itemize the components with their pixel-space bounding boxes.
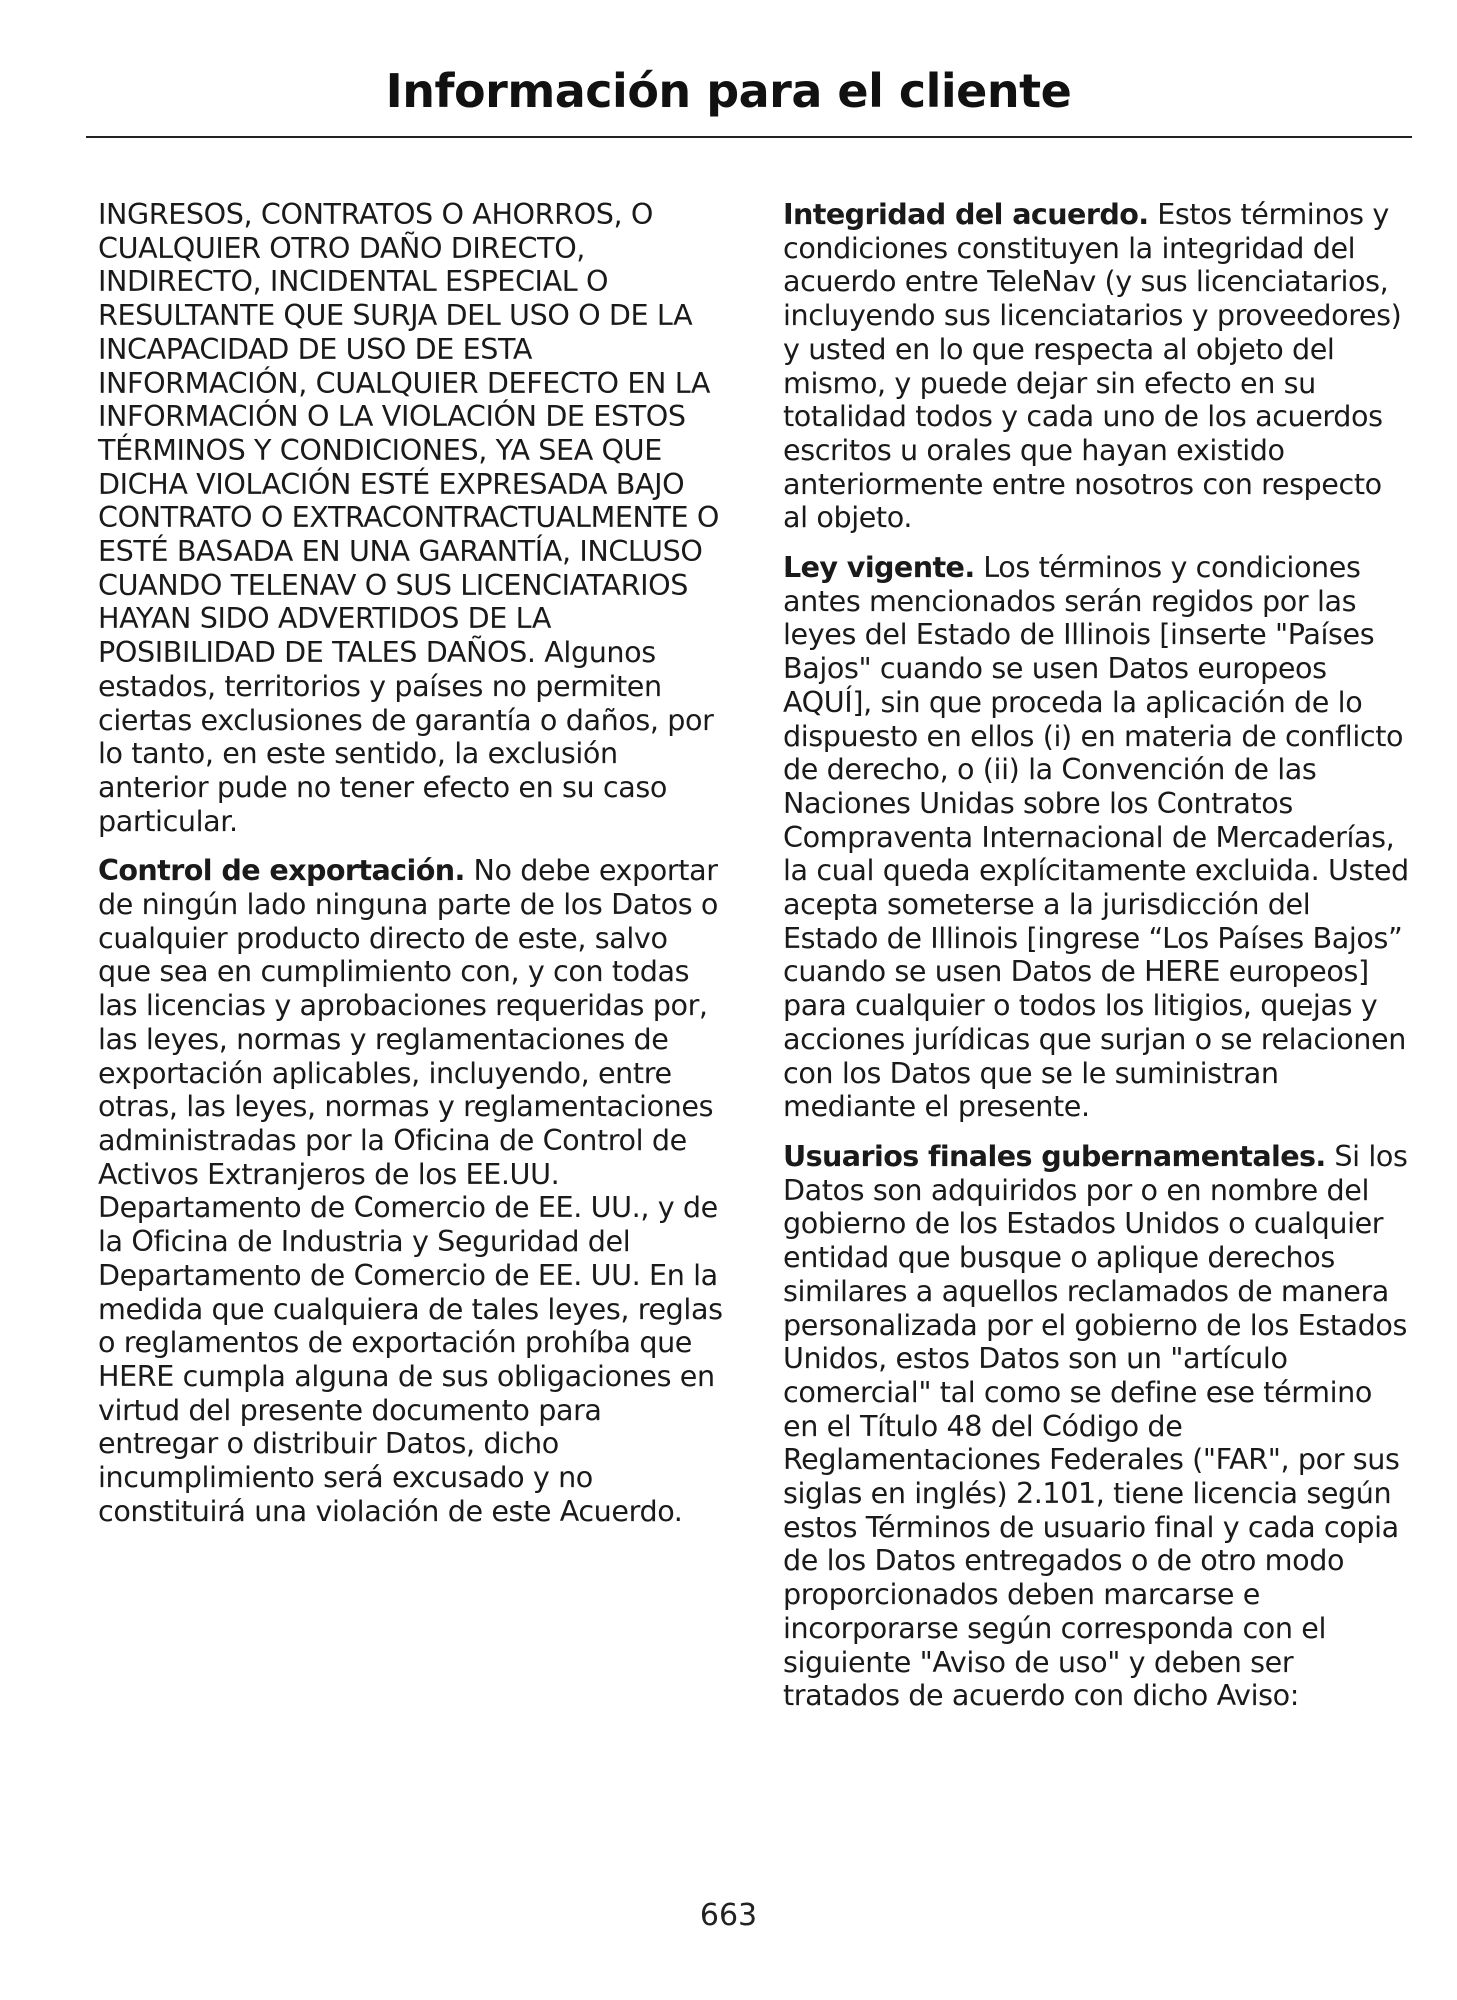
left-column <box>98 198 728 1544</box>
right-column <box>783 198 1413 1729</box>
paragraph-heading: Integridad del acuerdo. <box>783 197 1149 231</box>
page-number: 663 <box>699 1898 758 1933</box>
paragraph-text: INGRESOS, CONTRATOS O AHORROS, O CUALQUIER OTRO DAÑO DIRECTO, INDIRECTO, INCIDENTAL ESPECIAL O RESULTANTE QUE SURJA DEL USO O DE LA INCAPACIDAD DE USO DE ESTA INFORMACIÓN, CUALQUIER DEFECTO EN LA INFORMACIÓN O LA VIOLACIÓN DE ESTOS TÉRMINOS Y CONDICIONES, YA SEA QUE DICHA VIOLACIÓN ESTÉ EXPRESADA BAJO CONTRATO O EXTRACONTRACTUALMENTE O ESTÉ BASADA EN UNA GARANTÍA, INCLUSO CUANDO TELENAV O SUS LICENCIATARIOS HAYAN SIDO ADVERTIDOS DE LA POSIBILIDAD DE TALES DAÑOS. Algunos estados, territorios y países no permiten ciertas exclusiones de garantía o daños, por lo tanto, en este sentido, la exclusión anterior pude no tener efecto en su caso particular. <box>98 197 720 838</box>
paragraph-governing-law <box>783 551 1413 1124</box>
paragraph-government-end-users <box>783 1140 1413 1713</box>
paragraph-heading: Control de exportación. <box>98 853 465 888</box>
paragraph-text: Los términos y condiciones antes mencionados serán regidos por las leyes del Estado de Illinois [inserte "Países Bajos" cuando se usen Datos europeos AQUÍ], sin que proceda la aplicación de lo dispuesto en ellos (i) en materia de conflicto de derecho, o (ii) la Convención de las Naciones Unidas sobre los Contratos Compraventa Internacional de Mercaderías, la cual queda explícitamente excluida. Usted acepta someterse a la jurisdicción del Estado de Illinois [ingrese “Los Países Bajos” cuando se usen Datos de HERE europeos] para cualquier o todos los litigios, quejas y acciones jurídicas que surjan o se relacionen con los Datos que se le suministran mediante el presente. <box>783 550 1409 1124</box>
paragraph-heading: Usuarios finales gubernamentales. <box>783 1138 1326 1173</box>
paragraph-entire-agreement <box>783 198 1413 535</box>
paragraph-export-control <box>98 854 728 1528</box>
page-title: Información para el cliente <box>385 64 1072 118</box>
paragraph-heading: Ley vigente. <box>783 550 975 585</box>
paragraph-text: Si los Datos son adquiridos por o en nombre del gobierno de los Estados Unidos o cualquier entidad que busque o aplique derechos similares a aquellos reclamados de manera personalizada por el gobierno de los Estados Unidos, estos Datos son un "artículo comercial" tal como se define ese término en el Título 48 del Código de Reglamentaciones Federales ("FAR", por sus siglas en inglés) 2.101, tiene licencia según estos Términos de usuario final y cada copia de los Datos entregados o de otro modo proporcionados deben marcarse e incorporarse según corresponda con el siguiente "Aviso de uso" y deben ser tratados de acuerdo con dicho Aviso: <box>783 1138 1408 1713</box>
paragraph-text: No debe exportar de ningún lado ninguna parte de los Datos o cualquier producto directo de este, salvo que sea en cumplimiento con, y con todas las licencias y aprobaciones requeridas por, las leyes, normas y reglamentaciones de exportación aplicables, incluyendo, entre otras, las leyes, normas y reglamentaciones administradas por la Oficina de Control de Activos Extranjeros de los EE.UU. Departamento de Comercio de EE. UU., y de la Oficina de Industria y Seguridad del Departamento de Comercio de EE. UU. En la medida que cualquiera de tales leyes, reglas o reglamentos de exportación prohíba que HERE cumpla alguna de sus obligaciones en virtud del presente documento para entregar o distribuir Datos, dicho incumplimiento será excusado y no constituirá una violación de este Acuerdo. <box>98 853 723 1528</box>
header-divider <box>86 136 1412 138</box>
paragraph-disclaimer-continued <box>98 198 728 838</box>
paragraph-text: Estos términos y condiciones constituyen la integridad del acuerdo entre TeleNav (y sus licenciatarios, incluyendo sus licenciatarios y proveedores) y usted en lo que respecta al objeto del mismo, y puede dejar sin efecto en su totalidad todos y cada uno de los acuerdos escritos u orales que hayan existido anteriormente entre nosotros con respecto al objeto. <box>783 197 1402 535</box>
